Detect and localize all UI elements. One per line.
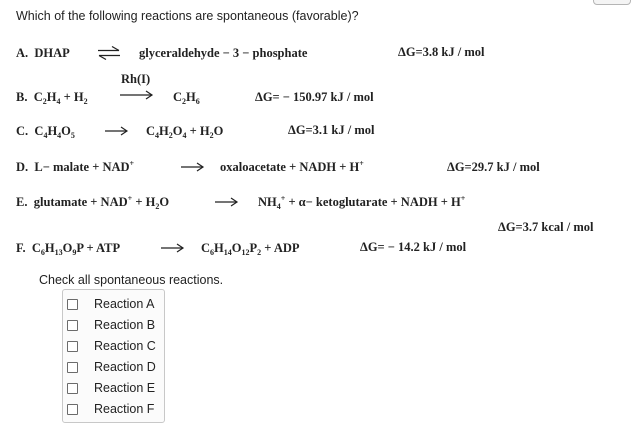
option-reaction-b[interactable] — [67, 316, 155, 334]
option-label: Reaction F — [94, 402, 155, 416]
reaction-c-label: C. — [16, 124, 29, 138]
reaction-arrow-icon — [180, 160, 206, 174]
reaction-a-product: glyceraldehyde − 3 − phosphate — [139, 46, 308, 60]
reaction-a-label: A. — [16, 46, 29, 60]
reaction-b-label: B. — [16, 90, 28, 104]
equilibrium-arrow-icon — [96, 46, 122, 60]
reaction-e-label: E. — [16, 195, 28, 209]
reaction-a-reactant: DHAP — [34, 46, 70, 60]
reaction-b-catalyst: Rh(I) — [121, 72, 151, 86]
instruction-text: Check all spontaneous reactions. — [39, 273, 224, 287]
reaction-b-delta-g: ΔG= − 150.97 kJ / mol — [255, 90, 374, 104]
reaction-f-reactants: $C_6H_{13}O_9P$ + ATP — [31, 241, 121, 257]
reaction-d-products: oxaloacetate + NADH + H — [220, 160, 360, 174]
checkbox-icon[interactable] — [67, 320, 78, 331]
option-label: Reaction D — [94, 360, 156, 374]
reaction-d-reactants: L− malate + NAD — [34, 160, 130, 174]
checkbox-icon[interactable] — [67, 341, 78, 352]
question-text: Which of the following reactions are spontaneous (favorable)? — [16, 9, 359, 23]
reaction-c-reactant: $C_4H_4O_5$ — [34, 124, 75, 140]
option-label: Reaction A — [94, 297, 155, 311]
reaction-c-delta-g: ΔG=3.1 kJ / mol — [288, 123, 375, 137]
option-label: Reaction E — [94, 381, 156, 395]
reaction-f-delta-g: ΔG= − 14.2 kJ / mol — [360, 240, 467, 254]
reaction-b-product: $C_2H_6$ — [173, 90, 200, 106]
corner-tab — [593, 0, 631, 5]
reaction-e-delta-g: ΔG=3.7 kcal / mol — [498, 220, 594, 234]
reaction-f-label: F. — [16, 241, 26, 255]
reaction-b — [16, 90, 88, 104]
checkbox-icon[interactable] — [67, 383, 78, 394]
reaction-d-products-wrap: oxaloacetate + NADH + H+ — [220, 159, 364, 174]
checkbox-icon[interactable] — [67, 362, 78, 373]
reaction-arrow-icon — [160, 241, 186, 255]
reaction-e-products: $NH_4^+ + \alpha-$ ketoglutarate + NADH + H+ — [258, 194, 466, 211]
reaction-a-delta-g: ΔG=3.8 kJ / mol — [398, 45, 485, 59]
reaction-arrow-icon — [119, 88, 155, 102]
option-reaction-c[interactable] — [67, 337, 156, 355]
reaction-e-reactants-1: glutamate + NAD — [33, 195, 128, 209]
option-reaction-d[interactable] — [67, 358, 156, 376]
reaction-d-label: D. — [16, 160, 29, 174]
reaction-d: D. L− malate + NAD+ — [16, 159, 135, 174]
reaction-f-products: $C_6H_{14}O_{12}P_2$ + ADP — [201, 241, 300, 257]
reaction-a — [16, 46, 70, 60]
checkbox-icon[interactable] — [67, 299, 78, 310]
reaction-e: E. glutamate + $NAD^+ + H_2O$ — [16, 194, 170, 211]
option-label: Reaction B — [94, 318, 156, 332]
reaction-c — [16, 124, 75, 138]
reaction-f — [16, 241, 120, 255]
reaction-arrow-icon — [214, 195, 240, 209]
option-reaction-e[interactable] — [67, 379, 155, 397]
reaction-d-delta-g: ΔG=29.7 kJ / mol — [447, 160, 540, 174]
reaction-b-reactants: $C_2H_4 + H_2$ — [33, 90, 88, 106]
checkbox-icon[interactable] — [67, 404, 78, 415]
reaction-c-products: $C_4H_2O_4 + H_2O$ — [146, 124, 224, 140]
answer-options — [62, 289, 165, 423]
reaction-e-products-2: + α− ketoglutarate + NADH + H — [285, 195, 461, 209]
option-label: Reaction C — [94, 339, 156, 353]
option-reaction-a[interactable] — [67, 295, 154, 313]
reaction-e-reactants-2: + H — [132, 195, 156, 209]
reaction-arrow-icon — [104, 124, 130, 138]
option-reaction-f[interactable] — [67, 400, 154, 418]
